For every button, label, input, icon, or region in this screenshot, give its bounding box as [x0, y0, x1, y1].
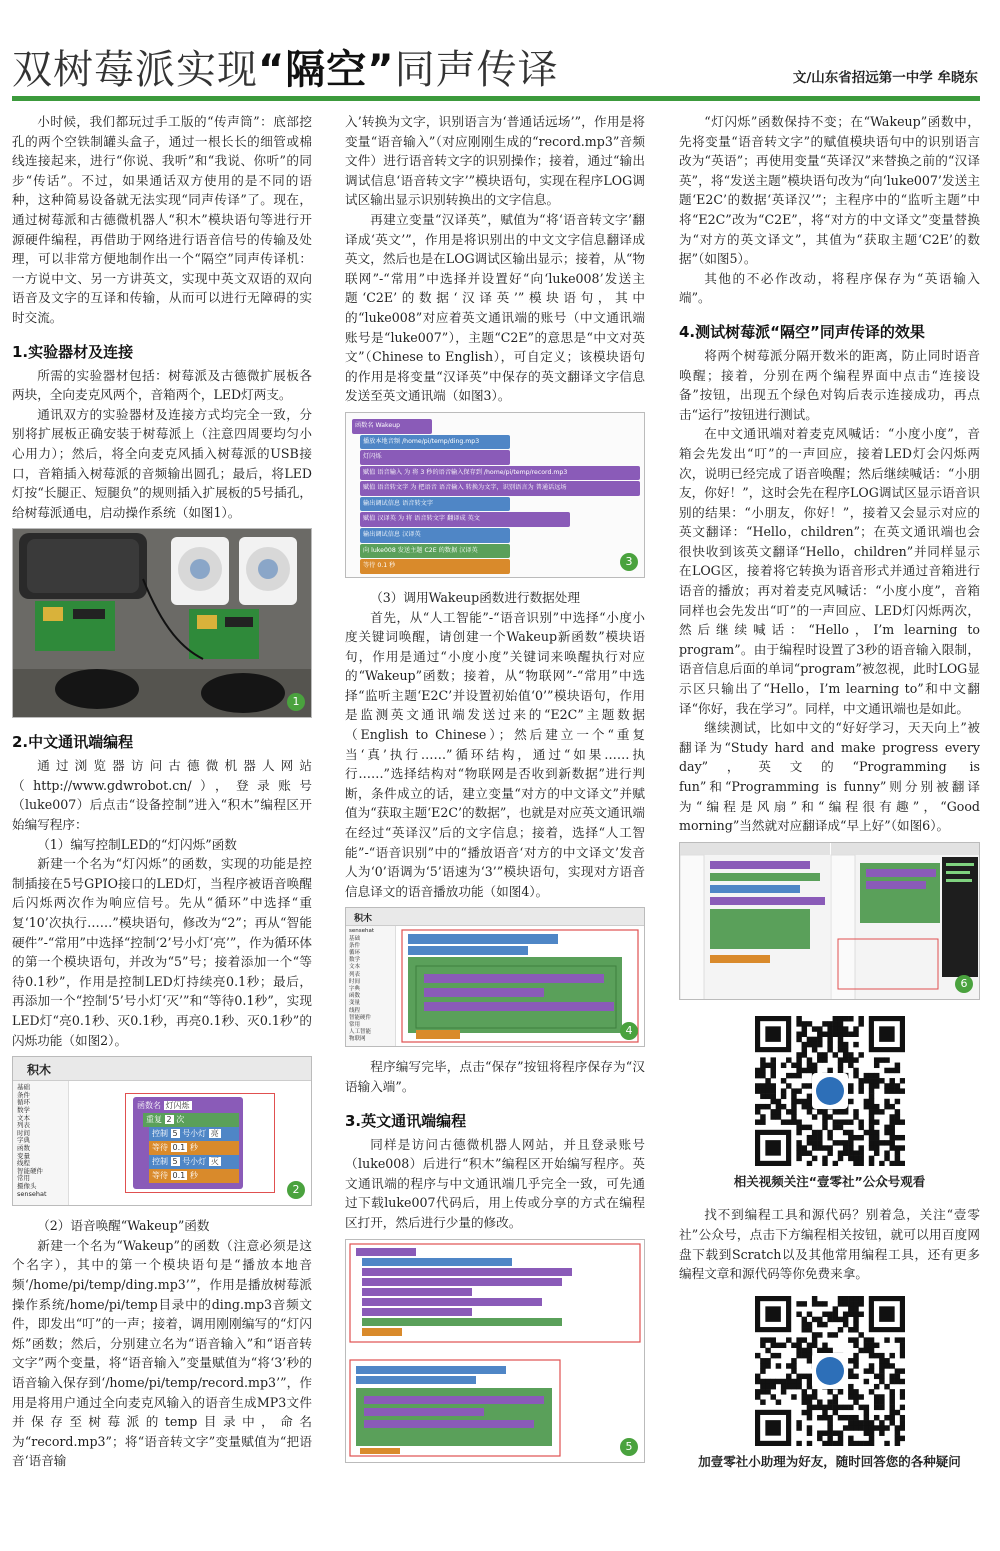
- menu-item[interactable]: 列表: [17, 1121, 30, 1130]
- menu-item[interactable]: 数学: [17, 1105, 30, 1114]
- qr-code-wechat-public: [755, 1016, 905, 1166]
- menu-item[interactable]: 变量: [17, 1151, 30, 1160]
- block-pin: 5: [172, 1129, 178, 1139]
- block-wait: 等待: [152, 1171, 168, 1181]
- wakeup-block-stack: [352, 419, 568, 575]
- code-block-row: 等待 0.1 秒: [360, 559, 510, 574]
- code-block-row: 灯闪烁: [360, 450, 510, 465]
- paragraph: 在中文通讯端对着麦克风喊话：“小度小度”，音箱会先发出“叮”的一声回应，接着LED灯会闪烁两次，说明已经完成了语音唤醒；然后继续喊话：“小朋友，你好！”，这时会先在程序LOG调试区显示语音识别的结果：“小朋友，你好！”，接着又会显示对应的英文翻译：“Hello，children”；在英文通讯端也会很快收到该英文翻译“Hello，children”并同样显示在LOG区，接着将它转换为语音形式并通过音箱进行语音的播放；再对着麦克风喊话：“小度小度”，音箱同样也会先发出“叮”的一声回应、LED灯闪烁两次，然后继续喊话：“Hello，I’m learning to program”。由于编程时设置了3秒的语音输入限制，语音信息后面的单词“program”被忽视，此时LOG显示区只输出了“Hello，I’m learning to”和中文翻译“你好，我在学习”。同样，中文通讯端也是如此。: [679, 426, 980, 716]
- menu-item[interactable]: 函数: [349, 993, 361, 1000]
- menu-item[interactable]: 物联网: [349, 1036, 366, 1043]
- paragraph: “灯闪烁”函数保持不变；在“Wakeup”函数中，先将变量“语音转文字”的赋值模块语句中的识别语言改为“英语”；再使用变量“英译汉”来替换之前的“汉译英”，将“发送主题”模块语句改为“向‘luke007’发送主题‘E2C’的数据‘英译汉’”；主程序中的“监听主题”中将“E2C”改为“C2E”，将“对方的中文译文”变量替换为“对方的英文译文”，其值为“获取主题‘C2E’的数据”（如图5）。: [679, 114, 980, 267]
- block-on: 亮: [210, 1129, 219, 1139]
- page-title: [12, 38, 559, 95]
- menu-item[interactable]: 基础: [349, 935, 361, 942]
- editor-toolbar: [13, 1057, 312, 1081]
- subheading: （2）语音唤醒“Wakeup”函数: [37, 1218, 210, 1234]
- main-program-blocks: [400, 928, 640, 1044]
- function-definition: [133, 1097, 243, 1189]
- paragraph: 找不到编程工具和源代码？别着急，关注“壹零社”公众号，点击下方编程相关按钮，就可以用百度网盘下载到Scratch以及其他常用编程工具，还有更多编程文章和源代码等你免费来拿。: [679, 1207, 980, 1282]
- code-block-row: 播放本地音频 /home/pi/temp/ding.mp3: [360, 435, 510, 450]
- hardware-photo: [13, 529, 312, 718]
- figure-3-wakeup-blocks: [345, 412, 645, 578]
- figure-6-test-screens: [679, 842, 980, 1000]
- code-block-row: 赋值 语音输入 为 将 3 秒的语音输入保存到 /home/pi/temp/record.mp3: [360, 466, 640, 481]
- paragraph: 新建一个名为“Wakeup”的函数（注意必须是这个名字），其中的第一个模块语句是“播放本地音频‘/home/pi/temp/ding.mp3’”，作用是播放树莓派操作系统/home/pi/temp目录中的ding.mp3音频文件，即发出“叮”的一声；接着，调用刚刚编写的“灯闪烁”函数；然后，分别建立名为“语音输入”和“语音转文字”两个变量，将“语音输入”变量赋值为“将‘3’秒的语音输入保存到‘/home/pi/temp/record.mp3’”，作用是将用户通过全向麦克风输入的语音生成MP3文件并保存至树莓派的temp目录中，命名为“record.mp3”；将“语音转文字”变量赋值为“把语音‘语音输: [12, 1237, 312, 1469]
- menu-item[interactable]: 摄像头: [17, 1181, 37, 1190]
- block-repeat: 重复: [146, 1115, 162, 1125]
- subheading: （3）调用Wakeup函数进行数据处理: [370, 589, 580, 605]
- block-wait: 等待: [152, 1143, 168, 1153]
- menu-item[interactable]: sensehat: [349, 928, 374, 935]
- code-block-row: 赋值 语音转文字 为 把语音 语音输入 转换为文字，识别语言为 普通话远场: [360, 481, 640, 496]
- block-off: 灭: [210, 1157, 219, 1167]
- menu-item[interactable]: 时间: [17, 1128, 30, 1137]
- menu-item[interactable]: 基础: [17, 1083, 30, 1092]
- figure-number-5: 5: [620, 1438, 638, 1456]
- figure-1-photo: [12, 528, 312, 718]
- code-block-row: 向 luke008 发送主题 C2E 的数据 汉译英: [360, 544, 510, 559]
- block-times-unit: 次: [176, 1115, 185, 1125]
- figure-number-3: 3: [620, 553, 638, 571]
- block-lamp: 号小灯: [182, 1129, 207, 1139]
- menu-item[interactable]: 人工智能: [349, 1029, 372, 1036]
- paragraph: 程序编写完毕，点击“保存”按钮将程序保存为“汉语输入端”。: [345, 1059, 645, 1094]
- block-sec: 0.1: [172, 1143, 186, 1153]
- qr-logo-icon: [816, 1077, 844, 1105]
- paragraph: 所需的实验器材包括：树莓派及古德微扩展板各两块，全向麦克风两个，音箱两个，LED灯两支。: [12, 367, 312, 403]
- qr2-caption: 加壹零社小助理为好友，随时回答您的各种疑问: [698, 1453, 961, 1469]
- paragraph: 首先，从“人工智能”-“语音识别”中选择“小度小度关键词唤醒，请创建一个Wakeup新函数”模块语句，作用是通过“小度小度”关键词来唤醒执行对应的“Wakeup”函数；接着，从“物联网”-“常用”中选择“监听主题‘E2C’并设置初始值‘0’”模块语句，作用是监测英文通讯端发送过来的“E2C”主题数据（English to Chinese）；然后建立一个“重复当‘真’执行……”循环结构，通过“如果……执行……”选择结构对“物联网是否收到新数据”进行判断，条件成立的话，建立变量“对方的中文译文”并赋值为“获取主题‘E2C’的数据”，也就是对应英文通讯端在经过“英译汉”后的文字信息；接着，选择“人工智能”-“语音识别”中的“播放语音‘对方的中文译文’发音人为‘0’语调为‘5’语速为‘3’”模块语句，实现对方语音信息译文的语音播放功能（如图4）。: [345, 609, 645, 899]
- paragraph: 再建立变量“汉译英”，赋值为“将‘语音转文字’翻译成‘英文’”，作用是将识别出的中文文字信息翻译成英文，然后也是在LOG调试区输出显示；接着，从“物联网”-“常用”中选择并设置好“向‘luke008’发送主题‘C2E’的数据‘汉译英’”模块语句，其中的“luke008”对应着英文通讯端的账号（中文通讯端账号是“luke007”），主题“C2E”的意思是“中文对英文”（Chinese to English），可自定义；该模块语句的作用是将变量“汉译英”中保存的英文翻译文字信息发送至英文通讯端（如图3）。: [345, 211, 645, 404]
- menu-item[interactable]: 列表: [349, 971, 361, 978]
- block-fn-name: 灯闪烁: [165, 1101, 190, 1111]
- header-rule: [12, 96, 980, 101]
- paragraph: 入’转换为文字，识别语言为‘普通话远场’”，作用是将变量“语音输入”（对应刚刚生成的“record.mp3”音频文件）进行语音转文字的识别操作；接着，通过“输出调试信息‘语音转文字’”模块语句，实现在程序LOG调试区输出显示识别转换出的文字信息。: [345, 114, 645, 208]
- section-heading-3: 3.英文通讯端编程: [345, 1111, 467, 1130]
- block-ctrl: 控制: [152, 1157, 168, 1167]
- code-block-row: 赋值 汉译英 为 将 语音转文字 翻译成 英文: [360, 512, 570, 527]
- subheading: （1）编写控制LED的“灯闪烁”函数: [37, 836, 237, 852]
- block-category-menu: [13, 1081, 69, 1206]
- menu-item[interactable]: 常用: [349, 1022, 361, 1029]
- english-program-blocks: [346, 1240, 645, 1463]
- title-prefix: 双树莓派实现: [12, 47, 258, 93]
- block-times: 2: [166, 1115, 172, 1125]
- figure-4-main-program: [345, 907, 645, 1047]
- menu-item[interactable]: 文本: [349, 964, 361, 971]
- block-sec: 0.1: [172, 1171, 186, 1181]
- paragraph: 同样是访问古德微机器人网站，并且登录账号（luke008）后进行“积木”编程区开始编写程序。英文通讯端的程序与中文通讯端几乎完全一致，可先通过下载luke007代码后，用上传或分享的方式在编程区打开，然后进行少量的修改。: [345, 1136, 645, 1230]
- two-editor-screens: [680, 843, 980, 1000]
- block-ctrl: 控制: [152, 1129, 168, 1139]
- menu-item[interactable]: 字典: [17, 1136, 30, 1145]
- menu-item[interactable]: 条件: [17, 1090, 30, 1099]
- qr-logo-icon: [816, 1357, 844, 1385]
- paragraph: 通过浏览器访问古德微机器人网站（http://www.gdwrobot.cn/），登录账号（luke007）后点击“设备控制”进入“积木”编程区开始编写程序：: [12, 758, 312, 833]
- paragraph: 其他的不必作改动，将程序保存为“英语输入端”。: [679, 270, 980, 306]
- block-sec-unit: 秒: [189, 1143, 198, 1153]
- code-block-row: 输出调试信息 汉译英: [360, 528, 510, 543]
- menu-item[interactable]: 条件: [349, 942, 361, 949]
- figure-2-blockly: [12, 1056, 312, 1206]
- menu-item[interactable]: 变量: [349, 1000, 361, 1007]
- block-lamp: 号小灯: [182, 1157, 207, 1167]
- menu-item[interactable]: 循环: [17, 1098, 30, 1107]
- menu-item[interactable]: 智能硬件: [17, 1166, 43, 1175]
- menu-item[interactable]: 数学: [349, 957, 361, 964]
- menu-item[interactable]: 线程: [17, 1159, 30, 1168]
- menu-item[interactable]: 线程: [349, 1007, 361, 1014]
- intro-paragraph: 小时候，我们都玩过手工版的“传声筒”：底部挖孔的两个空铁制罐头盒子，通过一根长长的细管或棉线连接起来，进行“你说、我听”和“我说、你听”的同步“传话”。不过，如果通话双方使用的是不同的语种，这种简易设备就无法实现“同声传译”了。现在，通过树莓派和古德微机器人“积木”模块语句等进行开源硬件编程，再借助于网络进行语音信号的传输及处理，可以非常方便地制作出一个“隔空”同声传译机：一方说中文、另一方讲英文，实现中英文双语的双向语音及文字的互译和传输，从而可以进行无障碍的实时交流。: [12, 114, 312, 325]
- paragraph: 继续测试，比如中文的“好好学习，天天向上”被翻译为“Study hard and make progress every day”，英文的“Programming is fun”和“Programming is funny”则分别被翻译为“编程是风扇”和“编程很有趣”，“Good morning”当然就对应翻译成“早上好”（如图6）。: [679, 720, 980, 834]
- section-heading-4: 4.测试树莓派“隔空”同声传译的效果: [679, 322, 925, 341]
- qr1-caption: 相关视频关注“壹零社”公众号观看: [733, 1173, 926, 1189]
- block-sec-unit: 秒: [189, 1171, 198, 1181]
- block-category-menu: [346, 926, 396, 1047]
- qr-code-assistant: [755, 1296, 905, 1446]
- menu-item[interactable]: 智能硬件: [349, 1014, 372, 1021]
- editor-tab: 积木: [27, 1063, 52, 1078]
- editor-tab: 积木: [354, 914, 373, 925]
- menu-item[interactable]: 函数: [17, 1143, 30, 1152]
- section-heading-2: 2.中文通讯端编程: [12, 733, 134, 752]
- title-emph: “隔空”: [258, 47, 395, 93]
- paragraph: 通讯双方的实验器材及连接方式均完全一致，分别将扩展板正确安装于树莓派上（注意四周要均匀小心用力）；然后，将全向麦克风插入树莓派的USB接口，音箱插入树莓派的音频输出圆孔；最后，将LED灯按“长腿正、短腿负”的规则插入扩展板的5号插孔，给树莓派通电，启动操作系统（如图1）。: [12, 406, 312, 520]
- block-pin: 5: [172, 1157, 178, 1167]
- title-suffix: 同声传译: [394, 47, 559, 93]
- menu-item[interactable]: 字典: [349, 986, 361, 993]
- menu-item[interactable]: 常用: [17, 1174, 30, 1183]
- figure-number-1: 1: [287, 693, 305, 711]
- block-fn-label: 函数名: [137, 1101, 161, 1111]
- figure-number-2: 2: [287, 1181, 305, 1199]
- column-2: [345, 112, 645, 1473]
- menu-item[interactable]: sensehat: [17, 1189, 47, 1198]
- paragraph: 将两个树莓派分隔开数米的距离，防止同时语音唤醒；接着，分别在两个编程界面中点击“连接设备”按钮，出现五个绿色对钩后表示连接成功，再点击“运行”按钮进行测试。: [679, 347, 980, 422]
- menu-item[interactable]: 循环: [349, 950, 361, 957]
- figure-number-6: 6: [955, 975, 973, 993]
- paragraph: 新建一个名为“灯闪烁”的函数，实现的功能是控制插接在5号GPIO接口的LED灯，当程序被语音唤醒后闪烁两次作为响应信号。先从“循环”中选择“重复‘10’次执行……”模块语句，修改为“2”；再从“智能硬件”-“常用”中选择“控制‘2’号小灯‘亮’”，作为循环体的第一个模块语句，并改为“5”号；接着添加一个“等待0.1秒”，作用是控制LED灯持续亮0.1秒；最后，再添加一个“控制‘5’号小灯‘灭’”和“等待0.1秒”，实现LED灯“亮0.1秒、灭0.1秒，再亮0.1秒、灭0.1秒”的闪烁功能（如图2）。: [12, 856, 312, 1048]
- menu-item[interactable]: 时间: [349, 978, 361, 985]
- code-block-row: 输出调试信息 语音转文字: [360, 497, 510, 512]
- code-block-row: 函数名 Wakeup: [352, 419, 432, 434]
- figure-5-english-program: [345, 1239, 645, 1463]
- figure-number-4: 4: [620, 1022, 638, 1040]
- author-line: 文/山东省招远第一中学 牟晓东: [792, 70, 978, 86]
- section-heading-1: 1.实验器材及连接: [12, 342, 134, 361]
- column-1: [12, 112, 312, 1471]
- editor-toolbar: [346, 908, 645, 926]
- column-3: [679, 112, 980, 1485]
- menu-item[interactable]: 文本: [17, 1113, 30, 1122]
